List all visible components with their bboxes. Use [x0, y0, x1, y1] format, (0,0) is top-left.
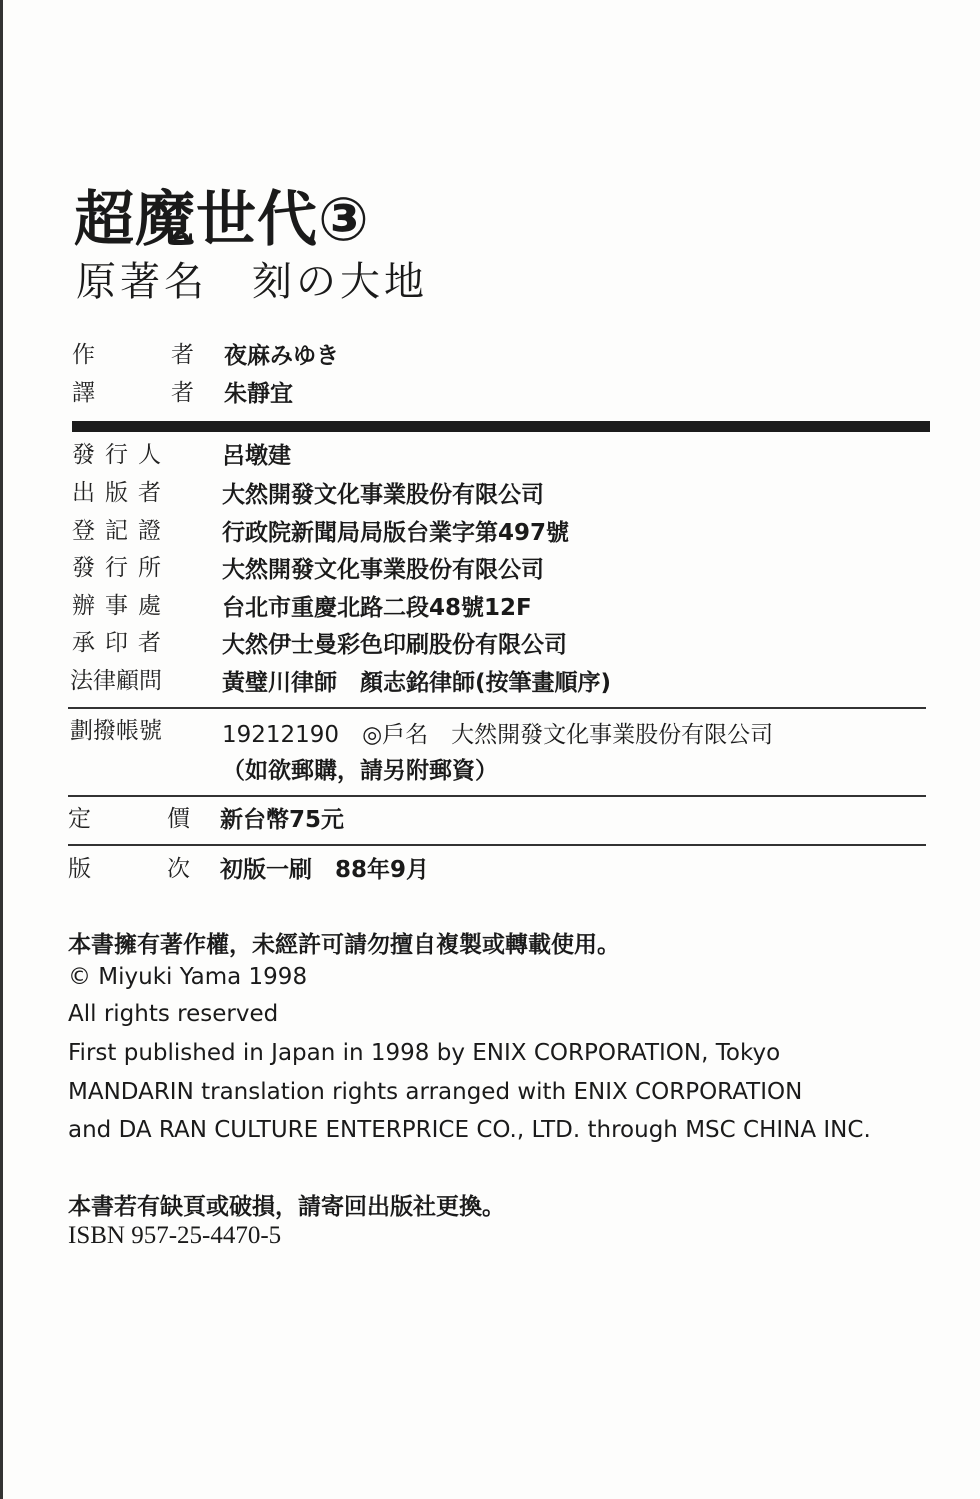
rights-reserved: All rights reserved	[68, 1001, 279, 1027]
copyright-line: © Miyuki Yama 1998	[68, 964, 308, 990]
account-value: 19212190 ◎戶名 大然開發文化事業股份有限公司	[222, 722, 774, 748]
publisher-value: 大然開發文化事業股份有限公司	[222, 482, 544, 508]
price-value: 新台幣75元	[220, 807, 345, 833]
replacement-notice: 本書若有缺頁或破損，請寄回出版社更換。	[68, 1194, 505, 1220]
page-binding-edge	[0, 0, 3, 1499]
office-label: 辦事處	[72, 593, 171, 619]
thick-divider	[72, 421, 930, 432]
account-label: 劃撥帳號	[70, 718, 162, 744]
publisher-person-value: 呂墩建	[222, 443, 291, 469]
legal-value: 黃璧川律師 顏志銘律師(按筆畫順序)	[222, 670, 612, 696]
translator-value: 朱靜宜	[224, 381, 293, 407]
edition-value: 初版一刷 88年9月	[220, 857, 430, 883]
copyright-notice: 本書擁有著作權，未經許可請勿擅自複製或轉載使用。	[68, 932, 620, 958]
price-label: 定 價	[68, 806, 200, 832]
isbn: ISBN 957-25-4470-5	[68, 1222, 282, 1249]
author-label: 作 者	[72, 342, 204, 368]
distributor-value: 大然開發文化事業股份有限公司	[222, 557, 544, 583]
registration-value: 行政院新聞局局版台業字第497號	[222, 520, 570, 546]
book-title: 超魔世代③	[74, 185, 370, 255]
printer-value: 大然伊士曼彩色印刷股份有限公司	[222, 632, 567, 658]
translation-rights: MANDARIN translation rights arranged with ENIX CORPORATION	[68, 1079, 803, 1105]
account-note: （如欲郵購，請另附郵資）	[222, 758, 498, 784]
office-value: 台北市重慶北路二段48號12F	[222, 595, 532, 621]
divider	[68, 844, 926, 846]
edition-label: 版 次	[68, 856, 200, 882]
distributor-label: 發行所	[72, 555, 171, 581]
translator-label: 譯 者	[72, 380, 204, 406]
legal-label: 法律顧問	[70, 668, 162, 694]
original-title: 原著名 刻の大地	[76, 259, 428, 305]
registration-label: 登記證	[72, 518, 171, 544]
divider	[68, 795, 926, 797]
first-published: First published in Japan in 1998 by ENIX CORPORATION, Tokyo	[68, 1040, 781, 1066]
printer-label: 承印者	[72, 630, 171, 656]
publisher-person-label: 發行人	[72, 442, 171, 468]
translation-agency: and DA RAN CULTURE ENTERPRICE CO., LTD. through MSC CHINA INC.	[68, 1117, 871, 1143]
author-value: 夜麻みゆき	[224, 343, 339, 369]
divider	[68, 707, 926, 709]
publisher-label: 出版者	[72, 480, 171, 506]
